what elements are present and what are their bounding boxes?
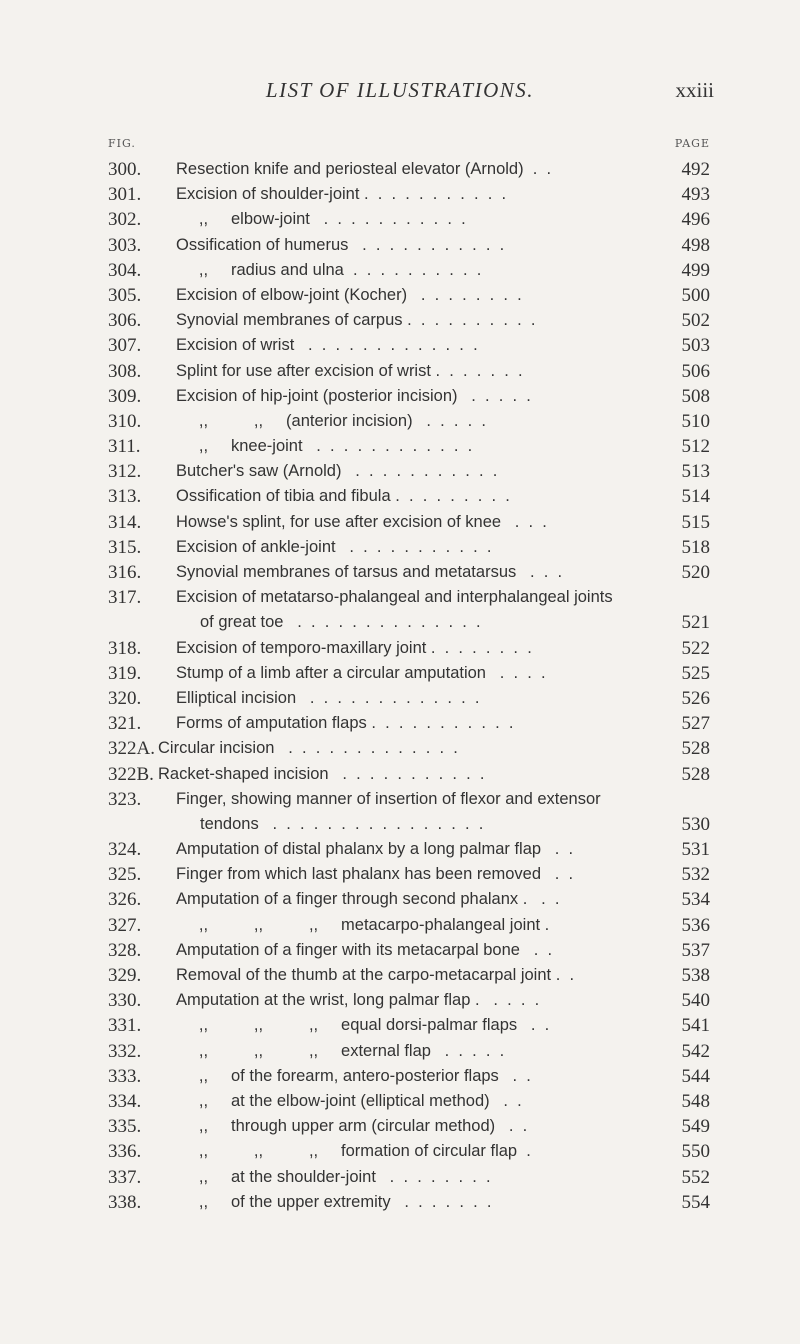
figure-number: 326. bbox=[108, 889, 142, 911]
list-item bbox=[0, 585, 800, 610]
page-reference: 527 bbox=[681, 713, 710, 735]
figure-title: ,, ,, ,, external flap . . . . . bbox=[176, 1041, 505, 1060]
figure-title: ,, ,, ,, metacarpo-phalangeal joint . bbox=[176, 915, 550, 934]
list-item bbox=[0, 1013, 800, 1038]
list-item bbox=[0, 661, 800, 686]
figure-number: 300. bbox=[108, 159, 142, 180]
list-item bbox=[0, 636, 800, 661]
figure-number: 337. bbox=[108, 1166, 142, 1188]
figure-title: Excision of shoulder-joint . . . . . . . . . . . bbox=[176, 185, 507, 204]
list-item bbox=[0, 157, 800, 182]
list-item bbox=[0, 182, 800, 207]
figure-number: 333. bbox=[108, 1065, 142, 1087]
page-reference: 537 bbox=[681, 939, 710, 961]
page-reference: 508 bbox=[681, 385, 710, 407]
figure-number: 323. bbox=[108, 788, 142, 810]
page-reference: 496 bbox=[681, 209, 710, 231]
figure-number: 307. bbox=[108, 335, 142, 357]
page-reference: 528 bbox=[681, 763, 710, 785]
illustration-list bbox=[0, 157, 800, 1215]
figure-number: 315. bbox=[108, 536, 142, 558]
page-reference: 498 bbox=[681, 234, 710, 256]
list-item bbox=[0, 560, 800, 585]
page-reference: 531 bbox=[681, 839, 710, 861]
page-reference: 510 bbox=[681, 410, 710, 432]
figure-title: Excision of elbow-joint (Kocher) . . . . . . . . bbox=[176, 285, 522, 304]
list-item bbox=[0, 535, 800, 560]
list-item bbox=[0, 384, 800, 409]
list-item bbox=[0, 1064, 800, 1089]
figure-title: ,, through upper arm (circular method) . . bbox=[176, 1117, 528, 1136]
figure-title: ,, elbow-joint . . . . . . . . . . . bbox=[176, 210, 466, 229]
page-reference: 522 bbox=[681, 637, 710, 659]
page-reference: 532 bbox=[681, 864, 710, 886]
figure-number: 304. bbox=[108, 259, 142, 281]
running-head bbox=[0, 78, 800, 106]
figure-number: 313. bbox=[108, 486, 142, 508]
list-item bbox=[0, 459, 800, 484]
page-reference: 552 bbox=[681, 1166, 710, 1188]
page-reference: 554 bbox=[681, 1191, 710, 1213]
column-headers bbox=[0, 137, 800, 153]
figure-number: 320. bbox=[108, 687, 142, 709]
list-item bbox=[0, 887, 800, 912]
list-item bbox=[0, 308, 800, 333]
page-reference: 542 bbox=[681, 1040, 710, 1062]
figure-number: 331. bbox=[108, 1015, 142, 1037]
figure-title: Forms of amputation flaps . . . . . . . . . . . bbox=[176, 714, 514, 733]
list-item bbox=[0, 409, 800, 434]
figure-number: 334. bbox=[108, 1090, 142, 1112]
list-item bbox=[0, 434, 800, 459]
figure-number: 332. bbox=[108, 1040, 142, 1062]
page-column-header: PAGE bbox=[674, 137, 710, 150]
figure-title: Excision of ankle-joint . . . . . . . . . . . bbox=[176, 537, 492, 556]
figure-number: 324. bbox=[108, 839, 142, 861]
figure-title: ,, of the upper extremity . . . . . . . bbox=[176, 1192, 492, 1211]
figure-number: 312. bbox=[108, 461, 142, 483]
figure-title: Excision of hip-joint (posterior incision) . . . . . bbox=[176, 386, 531, 405]
figure-title: ,, knee-joint . . . . . . . . . . . . bbox=[176, 437, 473, 456]
figure-title: Elliptical incision . . . . . . . . . . . . . bbox=[176, 688, 480, 707]
list-item bbox=[0, 736, 800, 761]
figure-title: ,, at the elbow-joint (elliptical method) . . bbox=[176, 1091, 522, 1110]
figure-number: 310. bbox=[108, 410, 142, 432]
page-reference: 515 bbox=[681, 511, 710, 533]
figure-number: 301. bbox=[108, 184, 142, 206]
list-item bbox=[0, 1114, 800, 1139]
list-item bbox=[0, 762, 800, 787]
figure-title: ,, of the forearm, antero-posterior flaps . . bbox=[176, 1066, 531, 1085]
figure-number: 319. bbox=[108, 662, 142, 684]
figure-number: 306. bbox=[108, 310, 142, 332]
list-item bbox=[0, 686, 800, 711]
figure-number: 317. bbox=[108, 587, 142, 609]
page-reference: 514 bbox=[681, 486, 710, 508]
figure-number: 325. bbox=[108, 864, 142, 886]
list-item bbox=[0, 359, 800, 384]
page-reference: 492 bbox=[681, 159, 710, 180]
page-reference: 540 bbox=[681, 990, 710, 1012]
page-reference: 541 bbox=[681, 1015, 710, 1037]
figure-title: Excision of wrist . . . . . . . . . . . . . bbox=[176, 336, 478, 355]
list-item bbox=[0, 711, 800, 736]
page-reference: 549 bbox=[681, 1116, 710, 1138]
list-item bbox=[0, 963, 800, 988]
page-title: LIST OF ILLUSTRATIONS. bbox=[265, 78, 535, 102]
list-item bbox=[0, 1139, 800, 1164]
figure-title: Stump of a limb after a circular amputation . . . . bbox=[176, 663, 546, 682]
figure-number: 338. bbox=[108, 1191, 142, 1213]
figure-number: 305. bbox=[108, 284, 142, 306]
figure-title: Butcher's saw (Arnold) . . . . . . . . . . . bbox=[176, 462, 498, 481]
figure-title: Amputation of a finger with its metacarpal bone . . bbox=[176, 940, 553, 959]
figure-title: ,, at the shoulder-joint . . . . . . . . bbox=[176, 1167, 491, 1186]
page-reference: 513 bbox=[681, 461, 710, 483]
figure-number: 321. bbox=[108, 713, 142, 735]
figure-title: Resection knife and periosteal elevator (Arnold) . . bbox=[176, 160, 552, 178]
figure-title: Finger, showing manner of insertion of flexor and extensor bbox=[176, 789, 601, 808]
figure-number: 316. bbox=[108, 562, 142, 583]
figure-title: ,, radius and ulna . . . . . . . . . . bbox=[176, 260, 482, 279]
figure-title: ,, ,, (anterior incision) . . . . . bbox=[176, 411, 486, 430]
figure-title: Ossification of humerus . . . . . . . . . . . bbox=[176, 235, 505, 254]
list-item bbox=[0, 333, 800, 358]
list-item bbox=[0, 258, 800, 283]
figure-title: Removal of the thumb at the carpo-metacarpal joint . . bbox=[176, 966, 575, 984]
page-reference: 518 bbox=[681, 536, 710, 558]
list-item bbox=[0, 610, 800, 635]
figure-title: Amputation at the wrist, long palmar flap . . . . . bbox=[176, 991, 540, 1010]
list-item bbox=[0, 484, 800, 509]
page-reference: 520 bbox=[681, 562, 710, 583]
list-item bbox=[0, 862, 800, 887]
page-reference: 525 bbox=[681, 662, 710, 684]
list-item bbox=[0, 988, 800, 1013]
list-item bbox=[0, 233, 800, 258]
fig-column-header: FIG. bbox=[108, 137, 136, 150]
page-reference: 521 bbox=[681, 612, 710, 634]
page-reference: 512 bbox=[681, 436, 710, 458]
list-item bbox=[0, 283, 800, 308]
list-item bbox=[0, 207, 800, 232]
figure-number: 322A. bbox=[108, 738, 155, 760]
figure-number: 330. bbox=[108, 990, 142, 1012]
figure-number: 329. bbox=[108, 965, 142, 986]
figure-number: 336. bbox=[108, 1141, 142, 1163]
page-reference: 493 bbox=[681, 184, 710, 206]
figure-title: Excision of temporo-maxillary joint . . . . . . . . bbox=[176, 638, 532, 657]
figure-number: 314. bbox=[108, 511, 142, 533]
page-reference: 534 bbox=[681, 889, 710, 911]
page-reference: 536 bbox=[681, 914, 710, 936]
list-item bbox=[0, 787, 800, 812]
figure-number: 302. bbox=[108, 209, 142, 231]
figure-title: Circular incision . . . . . . . . . . . . . bbox=[158, 739, 458, 758]
list-item bbox=[0, 1039, 800, 1064]
figure-title: Synovial membranes of tarsus and metatarsus . . . bbox=[176, 563, 563, 581]
page-reference: 499 bbox=[681, 259, 710, 281]
figure-title: tendons . . . . . . . . . . . . . . . . bbox=[200, 814, 484, 833]
list-item bbox=[0, 510, 800, 535]
list-item bbox=[0, 812, 800, 837]
page-reference: 530 bbox=[681, 813, 710, 835]
list-item bbox=[0, 1165, 800, 1190]
page-reference: 526 bbox=[681, 687, 710, 709]
figure-title: ,, ,, ,, equal dorsi-palmar flaps . . bbox=[176, 1016, 550, 1035]
page-reference: 548 bbox=[681, 1090, 710, 1112]
figure-number: 335. bbox=[108, 1116, 142, 1138]
figure-title: Synovial membranes of carpus . . . . . . . . . . bbox=[176, 311, 536, 330]
figure-number: 322B. bbox=[108, 763, 154, 785]
list-item bbox=[0, 938, 800, 963]
page-reference: 503 bbox=[681, 335, 710, 357]
page-reference: 528 bbox=[681, 738, 710, 760]
figure-title: Amputation of a finger through second phalanx . . . bbox=[176, 890, 560, 909]
list-item bbox=[0, 1190, 800, 1215]
figure-title: Finger from which last phalanx has been removed . . bbox=[176, 865, 574, 884]
figure-title: Amputation of distal phalanx by a long palmar flap . . bbox=[176, 840, 574, 859]
figure-title: of great toe . . . . . . . . . . . . . . bbox=[200, 613, 481, 632]
figure-title: Excision of metatarso-phalangeal and interphalangeal joints bbox=[176, 588, 613, 607]
figure-title: Splint for use after excision of wrist . . . . . . . bbox=[176, 361, 523, 380]
figure-number: 309. bbox=[108, 385, 142, 407]
page-reference: 506 bbox=[681, 360, 710, 382]
figure-number: 308. bbox=[108, 360, 142, 382]
page-reference: 502 bbox=[681, 310, 710, 332]
page-number: xxiii bbox=[675, 78, 714, 102]
list-item bbox=[0, 837, 800, 862]
figure-number: 327. bbox=[108, 914, 142, 936]
figure-number: 303. bbox=[108, 234, 142, 256]
figure-number: 328. bbox=[108, 939, 142, 961]
figure-number: 318. bbox=[108, 637, 142, 659]
list-item bbox=[0, 1089, 800, 1114]
page-reference: 550 bbox=[681, 1141, 710, 1163]
figure-title: Ossification of tibia and fibula . . . . . . . . . bbox=[176, 487, 510, 506]
page-reference: 500 bbox=[681, 284, 710, 306]
page-reference: 544 bbox=[681, 1065, 710, 1087]
list-item bbox=[0, 913, 800, 938]
page-reference: 538 bbox=[681, 965, 710, 986]
figure-title: ,, ,, ,, formation of circular flap . bbox=[176, 1142, 531, 1161]
figure-title: Racket-shaped incision . . . . . . . . . . . bbox=[158, 764, 485, 783]
figure-number: 311. bbox=[108, 436, 141, 458]
figure-title: Howse's splint, for use after excision of knee . . . bbox=[176, 512, 547, 531]
